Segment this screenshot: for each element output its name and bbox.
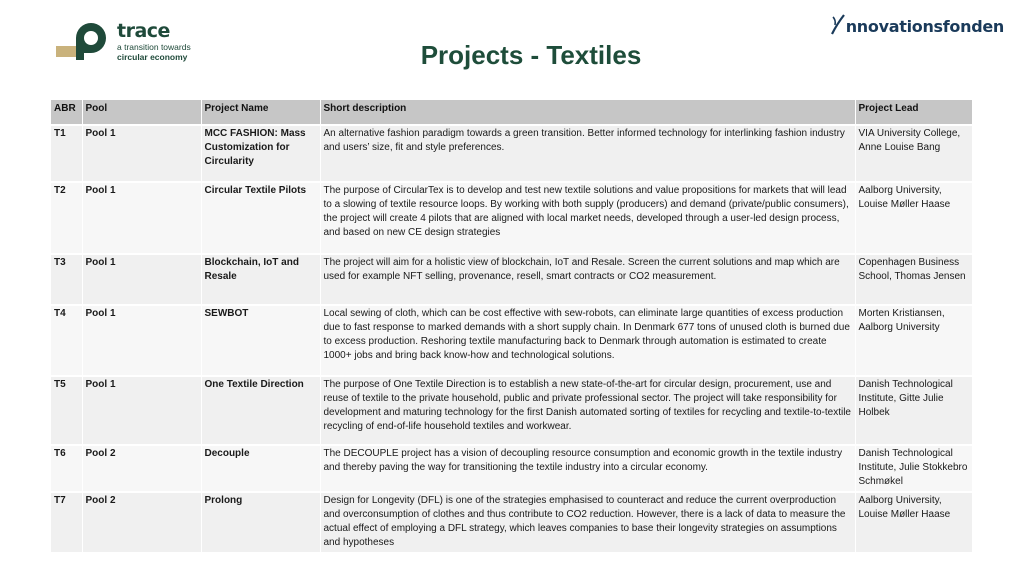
cell-project-name: Prolong xyxy=(201,492,320,553)
cell-pool: Pool 1 xyxy=(82,305,201,376)
trace-tagline-line1: a transition towards xyxy=(117,42,191,52)
cell-abr: T5 xyxy=(51,376,82,445)
innovationsfonden-wordmark: nnovationsfonden xyxy=(845,17,1004,36)
cell-description: The DECOUPLE project has a vision of decoupling resource consumption and economic growth in the textile industry and thereby paving the way for transitioning the textile industry into a circular economy. xyxy=(320,445,855,492)
cell-pool: Pool 1 xyxy=(82,125,201,182)
cell-project-lead: Morten Kristiansen, Aalborg University xyxy=(855,305,972,376)
innovationsfonden-mark-icon xyxy=(831,14,845,36)
table-header-row xyxy=(51,100,972,125)
cell-pool: Pool 1 xyxy=(82,182,201,254)
cell-project-lead: Aalborg University, Louise Møller Haase xyxy=(855,492,972,553)
header-short-description: Short description xyxy=(320,100,855,125)
header-project-lead: Project Lead xyxy=(855,100,972,125)
header-abr: ABR xyxy=(51,100,82,125)
cell-description: The purpose of CircularTex is to develop and test new textile solutions and value propositions for markets that will lead to a slowing of textile resource loops. By working with both supply (producers) and demand (private/public consumers), the project will create 4 pilots that are aligned with local market needs, developed through a user-led design process, and based on new CE design strategies xyxy=(320,182,855,254)
projects-table xyxy=(51,100,973,554)
table-row xyxy=(51,182,972,254)
header-project-name: Project Name xyxy=(201,100,320,125)
cell-project-lead: Aalborg University, Louise Møller Haase xyxy=(855,182,972,254)
cell-description: The purpose of One Textile Direction is to establish a new state-of-the-art for circular design, procurement, use and reuse of textile to the private household, public and private professional sector. The project will take responsibility for development and maturing technology for the first Danish automated sorting of textiles for recycling and textile-to-textile recycling of end-of-life household textiles and workwear. xyxy=(320,376,855,445)
cell-abr: T4 xyxy=(51,305,82,376)
cell-abr: T3 xyxy=(51,254,82,305)
cell-pool: Pool 1 xyxy=(82,376,201,445)
cell-abr: T1 xyxy=(51,125,82,182)
cell-project-name: Decouple xyxy=(201,445,320,492)
trace-tagline-line2: circular economy xyxy=(117,52,188,62)
cell-project-lead: Danish Technological Institute, Julie Stokkebro Schmøkel xyxy=(855,445,972,492)
table-row xyxy=(51,125,972,182)
table-row xyxy=(51,305,972,376)
cell-pool: Pool 1 xyxy=(82,254,201,305)
innovationsfonden-logo xyxy=(831,10,1004,36)
cell-description: Design for Longevity (DFL) is one of the strategies emphasised to counteract and reduce the current overproduction and overconsumption of clothes and thus contribute to CO2 reduction. However, there is a lack of data to measure the actual effect of employing a DFL strategy, which leaves companies to base their longevity strategies on assumptions and hypotheses xyxy=(320,492,855,553)
cell-project-name: Blockchain, IoT and Resale xyxy=(201,254,320,305)
cell-project-lead: Danish Technological Institute, Gitte Julie Holbek xyxy=(855,376,972,445)
cell-project-name: One Textile Direction xyxy=(201,376,320,445)
cell-abr: T7 xyxy=(51,492,82,553)
table-row xyxy=(51,445,972,492)
cell-abr: T6 xyxy=(51,445,82,492)
page-title: Projects - Textiles xyxy=(420,40,642,70)
cell-project-name: MCC FASHION: Mass Customization for Circularity xyxy=(201,125,320,182)
cell-project-name: SEWBOT xyxy=(201,305,320,376)
table-row xyxy=(51,254,972,305)
cell-project-name: Circular Textile Pilots xyxy=(201,182,320,254)
table-row xyxy=(51,376,972,445)
cell-description: The project will aim for a holistic view of blockchain, IoT and Resale. Screen the current solutions and map which are used for example NFT selling, provenance, resell, smart contracts or CO2 measurement. xyxy=(320,254,855,305)
cell-description: An alternative fashion paradigm towards a green transition. Better informed technology for interlinking fashion industry and users’ size, fit and style preferences. xyxy=(320,125,855,182)
cell-abr: T2 xyxy=(51,182,82,254)
table-row xyxy=(51,492,972,553)
cell-project-lead: VIA University College, Anne Louise Bang xyxy=(855,125,972,182)
trace-wordmark: trace xyxy=(117,20,170,42)
cell-pool: Pool 2 xyxy=(82,445,201,492)
cell-description: Local sewing of cloth, which can be cost effective with sew-robots, can eliminate large quantities of excess production due to fast response to marked demands with a short supply chain. In Denmark 677 tons of unused cloth is burned due to excess production. Reshoring textile manufacturing back to Denmark through automation is estimated to create 1000+ jobs and bring back know-how and technological solutions. xyxy=(320,305,855,376)
header-pool: Pool xyxy=(82,100,201,125)
cell-pool: Pool 2 xyxy=(82,492,201,553)
cell-project-lead: Copenhagen Business School, Thomas Jensen xyxy=(855,254,972,305)
